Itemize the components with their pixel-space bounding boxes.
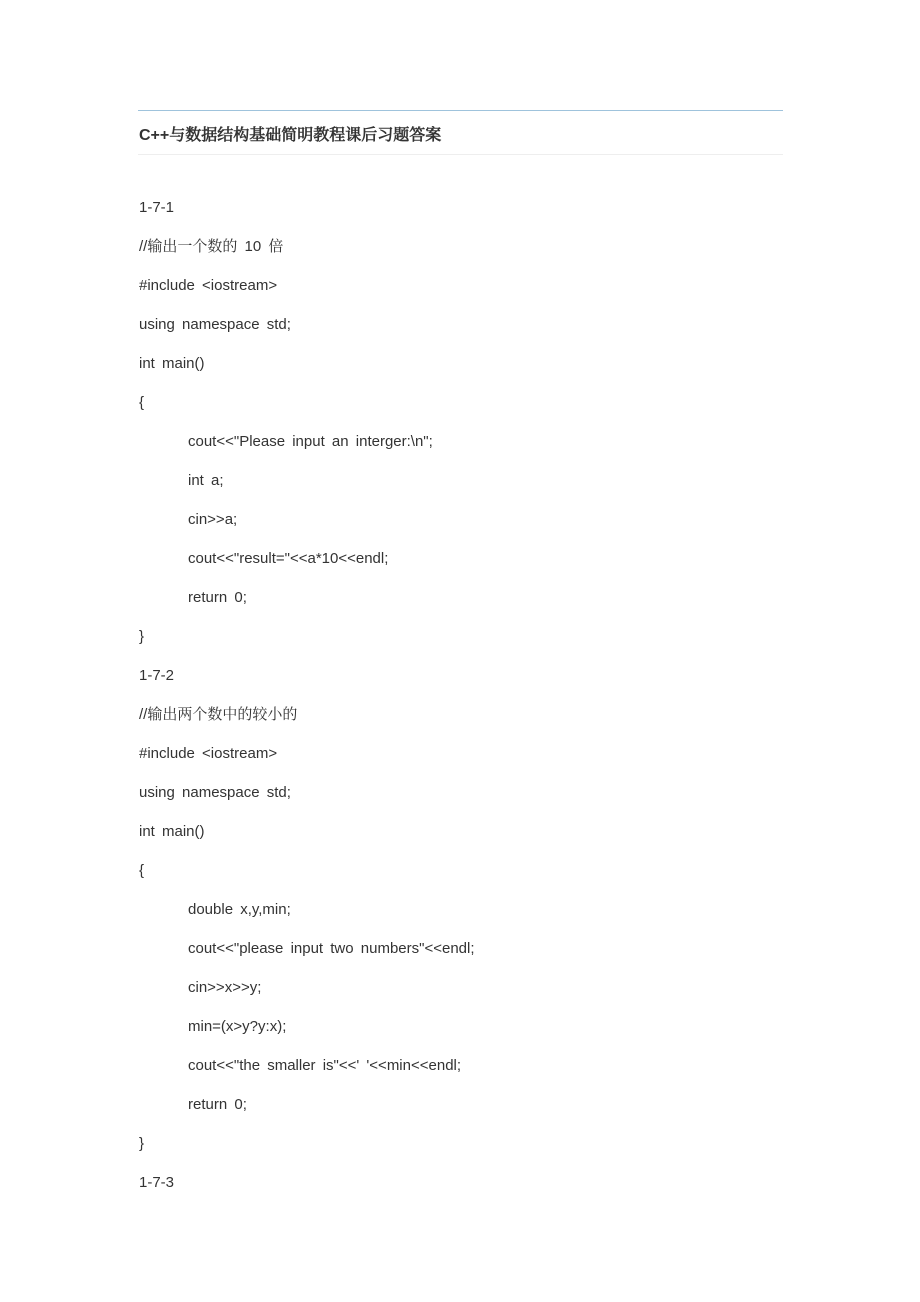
code-line: } — [139, 1135, 145, 1152]
document-title: C++与数据结构基础简明教程课后习题答案 — [139, 127, 442, 144]
code-line: return 0; — [188, 1096, 247, 1113]
code-line: } — [139, 628, 145, 645]
code-listing — [139, 188, 779, 1202]
code-line: int a; — [188, 472, 224, 489]
title-bar — [138, 111, 783, 155]
code-line: cin>>a; — [188, 511, 238, 528]
code-line: { — [139, 862, 145, 879]
code-line: 1-7-1 — [139, 199, 175, 216]
code-line: double x,y,min; — [188, 901, 291, 918]
code-line: using namespace std; — [139, 784, 291, 801]
code-line: return 0; — [188, 589, 247, 606]
code-line: 1-7-2 — [139, 667, 175, 684]
code-line: #include <iostream> — [139, 745, 278, 762]
code-line: min=(x>y?y:x); — [188, 1018, 287, 1035]
code-line: #include <iostream> — [139, 277, 278, 294]
code-line: int main() — [139, 355, 205, 372]
code-line: int main() — [139, 823, 205, 840]
code-line: //输出两个数中的较小的 — [139, 706, 298, 723]
code-line: cout<<"the smaller is"<<' '<<min<<endl; — [188, 1057, 462, 1074]
code-line: cout<<"result="<<a*10<<endl; — [188, 550, 389, 567]
code-line: using namespace std; — [139, 316, 291, 333]
code-line: cout<<"Please input an interger:\n"; — [188, 433, 433, 450]
code-line: cin>>x>>y; — [188, 979, 262, 996]
code-line: //输出一个数的 10 倍 — [139, 238, 284, 255]
code-line: cout<<"please input two numbers"<<endl; — [188, 940, 475, 957]
code-line: { — [139, 394, 145, 411]
code-line: 1-7-3 — [139, 1174, 175, 1191]
